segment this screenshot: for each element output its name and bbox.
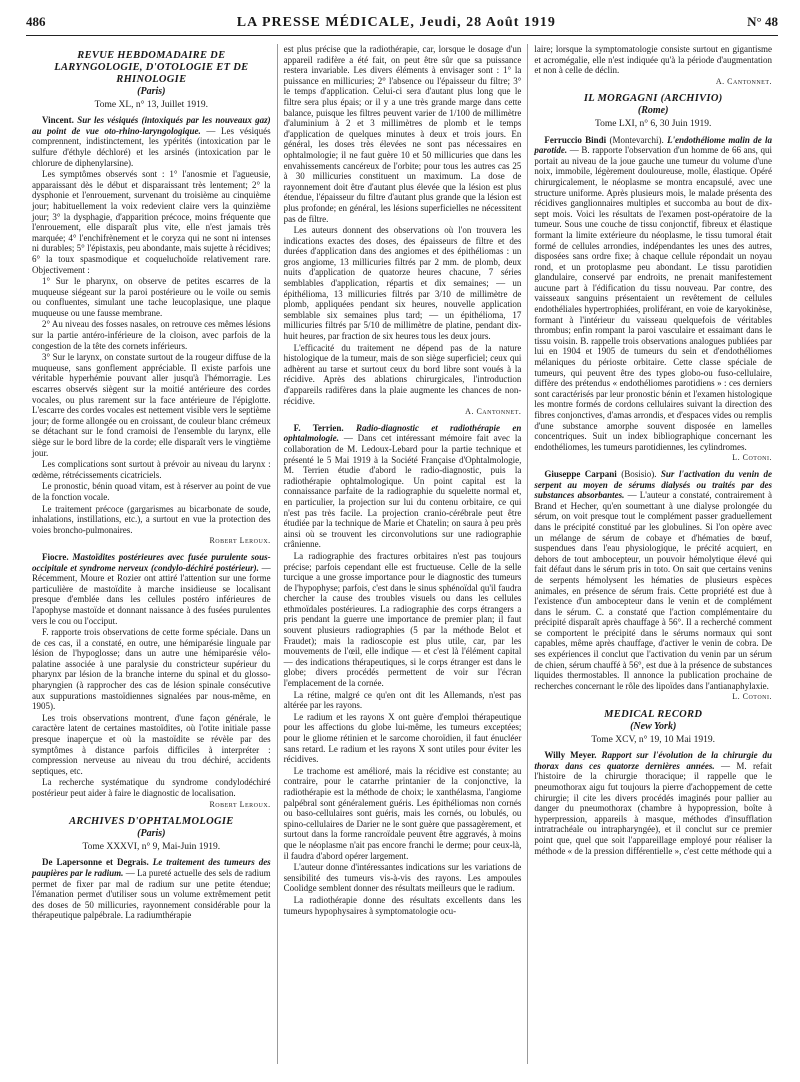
column-left xyxy=(26,44,277,1064)
article-terrien xyxy=(284,423,522,916)
section-city: (Rome) xyxy=(637,105,669,117)
section-title: ARCHIVES D'OPHTALMOLOGIE xyxy=(69,816,234,828)
section-city: (New York) xyxy=(630,721,677,733)
article-place: (Montevarchi). xyxy=(609,134,664,145)
article-paragraph: F. rapporte trois observations de cette forme spéciale. Dans un de ces cas, il a constaté, en outre, une hémiparésie linguale par lésion de l'hypoglosse; dans un autre une hémiparésie vélo-palatine associée à une paralysie du constricteur supérieur du pharynx par lésion de la branche interne du spinal et du glosso-pharyngien (à rapprocher des cas de lésion spinale consécutive aux suppurations mastoïdiennes signalées par nous-même, en 1905). xyxy=(32,627,271,712)
article-title: Sur l'activation du venin de serpent au moyen de sérums dialysés ou traités par des substances absorbantes. xyxy=(534,468,773,501)
article-title: Sur les vésiqués (intoxiqués par les nouveaux gaz) au point de vue oto-rhino-laryngologique. xyxy=(32,115,271,136)
section-title: MEDICAL RECORD xyxy=(604,709,703,721)
article-paragraph: L'efficacité du traitement ne dépend pas de la nature histologique de la tumeur, mais de son siège superficiel; ceux qui adhèrent au tarse et surtout ceux du bord libre sont voués à la récidive. Après des ablations chirurgicales, l'introduction d'appareils radifères dans la plaie augmente les chances de non-récidive. xyxy=(283,342,522,406)
article-paragraph: Le pronostic, bénin quoad vitam, est à réserver au point de vue de la fonction vocale. xyxy=(32,481,271,502)
columns xyxy=(26,44,778,1064)
article-paragraph: Le radium et les rayons X ont guère d'emploi thérapeutique pour les affections du globe lui-même, les tumeurs exceptées; pour le gliome rétinien et le sarcome choroïdien, il faut énucléer sans retard. Le radium et les rayons X sont utiles pour éviter les récidives. xyxy=(283,711,522,765)
article-paragraph: Le trachome est amélioré, mais la récidive est constante; au contraire, pour le catarrhe printanier de la conjonctive, la radiothérapie est la méthode de choix; le xanthélasma, l'angiome palpébral sont généralement guéris. Les épithéliomas non cornés ou baso-cellulaires sont guéris, mais les cornés, ou lobulés, ou spino-cellulaires de Darier ne le sont guère que passagèrement, et surtout dans la forme rancroïdale peuvent être aggravés, à moins que le néoplasme n'ait pas encore franchi le derme; pour ceux-là, il faudra d'abord opérer largement. xyxy=(283,765,522,861)
article-paragraph: Les auteurs donnent des observations où l'on trouvera les indications exactes des doses, des épaisseurs de filtre et des durées d'application dans des angiomes et des épithéliomas : un gros angiome, 13 millicuries filtrés par 2 mm. de plomb, deux nuits d'application de quatorze heures chacune, 7 séries semblables d'application, répartis et dix semaines; — un épithélioma, 13 millicuries filtrés par 3/10 de millimètre de plomb, appliquées pendant six heures, nouvelle application semblable six semaines plus tard; — un épithélioma, 17 millicuries filtrés par 5/10 de millimètre de platine, pendant dix-huit heures, par fraction de six heures tous les deux jours. xyxy=(283,225,522,342)
article-lapersonne xyxy=(32,857,271,921)
article-signature: A. Cantonnet. xyxy=(715,76,773,86)
section-tome: Tome XL, n° 13, Juillet 1919. xyxy=(94,99,209,110)
article-signature: Robert Leroux. xyxy=(209,536,271,546)
article-meyer xyxy=(534,750,772,856)
article-author: Ferruccio Bindi xyxy=(544,134,607,145)
article-text: — Récemment, Moure et Rozier ont attiré l'attention sur une forme particulière de mastoïdite à marche insidieuse se localisant presque d'emblée dans les cellules postéro inférieures de l'apophyse mastoïde et donnant naissance à des fusées purulentes vers le cou ou l'occiput. xyxy=(32,562,271,626)
article-fiocre xyxy=(32,552,271,810)
article-text: — B. rapporte l'observation d'un homme de 66 ans, qui portait au niveau de la joue gauche une tumeur du volume d'une noix, immobile, légèrement douloureuse, molle, élastique. Opéré chirurgicalement, le néoplasme se montra encapsulé, avec une structure uniforme. Après plusieurs mois, le malade présenta des récidives ganglionnaires multiples et succomba au bout de dix-sept mois. Voici les résultats de l'examen post-opératoire de la tumeur. Sous une couche de tissu conjonctif, fibreux et élastique formant la limite extérieure du néoplasme, le tissu tumoral était formé de cellules arrondies, indépendantes les unes des autres, disposées sans ordre fixe; à chaque cellule répondait un noyau rond, et un protoplasme peu abondant. Le tissu parotidien glandulaire, conservé par endroits, ne prenait manifestement aucune part à l'édification du tissu nouveau. Par contre, des vaisseaux sanguins présentaient un revêtement de cellules endothéliales hypertrophiées, proliférant, en voie de karyokinèse, formant à l'intérieur du vaisseau quelquefois de véritables thrombus; enfin rompant la paroi vasculaire et essaimant dans le tissu voisin. B. rappelle trois observations analogues publiées par lui en 1904 et 1905 de tumeurs du sein et d'endothéliomes mélaniques du périoste orbitaire. Cette classe spéciale de tumeurs, qui peuvent être des types globo-ou fuso-cellulaire, diffère des prétendus « endothéliomes parotidiens » : ces derniers sont caractérisés par leur pronostic bénin et l'examen histologique les montre formés de cordons cellulaires suivant la direction des fibres conjonctives, d'amas arrondis, et d'espaces vides ou remplis d'une substance amorphe souvent disposée en lamelles concentriques. Suit un index bibliographique concernant les endothéliomes, les tumeurs parotidiennes, les cylindromes. xyxy=(534,145,773,452)
article-paragraph: La recherche systématique du syndrome condylodéchiré postérieur peut aider à faire le diagnostic de localisation. xyxy=(32,777,271,798)
section-tome: Tome XXXVI, n° 9, Mai-Juin 1919. xyxy=(82,841,221,852)
article-text: — M. refait l'histoire de la chirurgie thoracique; il rappelle que le pneumothorax aigu fut toujours la pierre d'achoppement de cette chirurgie; il cite les divers procédés imaginés pour pallier au danger du pneumothorax (chambre à hypopression, boîte à hyperpression, appareils à masque, méthodes d'insufflation intratrachéale ou intrapharyngée), et il conclut sur ce premier point que, quel que soit l'appareillage employé pour réaliser la méthode « de la pression différentielle », c'est cette méthode qui a xyxy=(534,760,773,856)
article-paragraph: Le traitement précoce (gargarismes au bicarbonate de soude, inhalations, instillations, etc.), a surtout en vue la protection des voies broncho-pulmonaires. xyxy=(32,503,271,535)
article-paragraph: L'auteur donne d'intéressantes indications sur les variations de sensibilité des tumeurs vis-à-vis des rayons. Les ampoules Coolidge semblent donner des résultats meilleurs que le radium. xyxy=(283,862,522,894)
article-signature: Robert Leroux. xyxy=(209,799,271,809)
article-text: — Dans cet intéressant mémoire fait avec la collaboration de M. Ledoux-Lebard pour la partie technique et présenté le 5 Mai 1919 à la Société Française d'Ophtalmologie, M. Terrien étudie d'abord le radio-diagnostic, puis la radiothérapie ophtalmologique. Un point capital est la connaissance parfaite de la radiographie du squelette normal et, en particulier, la projection sur lui du contenu orbitaire, ce qui n'est pas très facile. La projection cranio-cérébrale peut être étudiée par la technique de Marie et Chatelin; on saura à peu près ainsi où se trouvent les circonvolutions sur une radiographie crânienne. xyxy=(283,433,522,550)
journal-title: LA PRESSE MÉDICALE, Jeudi, 28 Août 1919 xyxy=(236,15,556,30)
column-middle xyxy=(277,44,528,1064)
section-tome: Tome LXI, n° 6, 30 Juin 1919. xyxy=(595,118,712,129)
article-author: De Lapersonne et Degrais. xyxy=(42,857,149,868)
article-title: Le traitement des tumeurs des paupières par le radium. xyxy=(32,857,271,878)
section-city: (Paris) xyxy=(137,86,166,97)
article-paragraph: 2° Au niveau des fosses nasales, on retrouve ces mêmes lésions sur la partie antéro-inférieure de la cloison, avec parfois de la congestion de la tête des cornets inférieurs. xyxy=(32,319,271,351)
article-paragraph: 1° Sur le pharynx, on observe de petites escarres de la muqueuse siégeant sur la paroi postérieure ou le voile ou semis ou confluentes, simulant une tache leucoplasique, une plaque muqueuse ou une fausse membrane. xyxy=(32,276,271,318)
article-signature: A. Cantonnet. xyxy=(465,407,522,417)
article-bindi xyxy=(534,135,772,464)
page-number: 486 xyxy=(26,14,46,29)
article-carpani xyxy=(534,469,772,703)
article-author: F. Terrien. xyxy=(293,422,344,433)
article-paragraph: est plus précise que la radiothérapie, car, lorsque le dosage d'un appareil radifère a été fait, on peut être sûr que sa puissance restera invariable. Les divers éléments à envisager sont : 1° la puissance en millicuries; 2° l'absence ou l'épaisseur du filtre; 3° le temps d'application. Celui-ci sera d'autant plus long que le filtre sera plus épais; or il y a une très grande marge dans cette balance, puisque les filtres peuvent varier de 1/100 de millimètre d'aluminium à 2 et 3 millimètres de plomb et le temps d'application de quelques minutes à deux et trois jours. En général, les doses très élevées ne sont pas nécessaires en ophtalmologie; il ne faut guère 10 et 50 millicuries que dans les envahissements cancéreux de l'orbite; pour tous les autres cas 25 à 30 millicuries constituent un maximum. La dose de rayonnement doit être d'autant plus élevée que la lésion est plus étendue, l'épaisseur du filtre d'autant plus grande que la lésion est plus profonde; en général, les lésions superficielles ne nécessitent pas de filtre. xyxy=(283,44,522,224)
article-author: Fiocre. xyxy=(42,551,69,562)
page-header xyxy=(26,14,778,36)
issue-number: N° 48 xyxy=(747,14,778,29)
article-paragraph: laire; lorsque la symptomatologie consiste surtout en gigantisme et acromégalie, elle n'est indiquée qu'à la période d'augmentation et non à celle de déclin. xyxy=(534,44,773,76)
article-vincent xyxy=(32,115,271,547)
article-paragraph: La radiographie des fractures orbitaires n'est pas toujours précise; parfois cependant elle est fructueuse. Celle de la selle turcique a une grosse importance pour le diagnostic des tumeurs de l'hypophyse; parfois, c'est dans le sinus sphénoïdal qu'il faudra chercher la cause des troubles visuels ou dans les cellules ethmoïdales postérieures. La radiographie des corps étrangers a pris pendant la guerre une importance de premier plan; il faut souvent plusieurs radiographies (5 par la méthode Belot et Fraudet); mais la radioscopie est plus utile, car, par les mouvements de l'œil, elle indique — et c'est là l'élément capital — des indications thérapeutiques, si le corps étranger est dans le globe; divers procédés permettent de voir sur l'écran l'emplacement de la cornée. xyxy=(283,550,522,689)
article-paragraph: Les trois observations montrent, d'une façon générale, le caractère latent de certaines mastoïdites, où l'otite initiale passe presque inaperçue et où la mastoïdite se révèle par des symptômes à distance parfois difficiles à interpréter : compression nerveuse au niveau du trou déchiré, accidents septiques, etc. xyxy=(32,712,271,776)
article-text: — Les vésiqués comprennent, indistinctement, les ypérités (intoxication par le sulfure d'éthyle déchloré) et les arsinés (intoxication par le chlorure de diphenylarsine). xyxy=(32,125,271,168)
article-signature: L. Cotoni. xyxy=(732,453,773,463)
article-title: Mastoïdites postérieures avec fusée purulente sous-occipitale et syndrome nerveux (condylo-déchiré postérieur). xyxy=(32,551,271,573)
article-title: Rapport sur l'évolution de la chirurgie du thorax dans ces quatorze dernières années. xyxy=(534,750,773,771)
article-place: (Bosisio). xyxy=(621,468,657,479)
section-title: REVUE HEBDOMADAIRE DE LARYNGOLOGIE, D'OTOLOGIE ET DE RHINOLOGIE xyxy=(54,50,249,85)
column-right xyxy=(527,44,778,1064)
article-paragraph: La radiothérapie donne des résultats excellents dans les tumeurs hypophysaires à symptomatologie ocu- xyxy=(283,894,522,916)
article-paragraph: 3° Sur le larynx, on constate surtout de la rougeur diffuse de la muqueuse, sans gonflement appréciable. Il existe parfois une véritable hyperhémie pouvant aller jusqu'à l'hémorragie. Les escarres observés siègent sur la moitié antérieure des cordes vocales, ou plus rarement sur la face antérieure de l'épiglotte. L'escarre des cordes vocales est nettement visible vers le septième jour; de forme allongée ou en croissant, de couleur blanc crémeux se détachant sur le fond cramoisi de l'ensemble du larynx, elle siège sur le bord libre de la corde; elle disparaît vers le vingtième jour. xyxy=(32,352,271,458)
article-author: Willy Meyer. xyxy=(544,750,597,761)
article-paragraph: Les complications sont surtout à prévoir au niveau du larynx : œdème, rétrécissements cicatriciels. xyxy=(32,459,271,480)
article-author: Vincent. xyxy=(42,115,74,126)
article-paragraph: Les symptômes observés sont : 1° l'anosmie et l'agueusie, apparaissant dès le début et disparaissant très lentement; 2° la dysphonie et l'enrouement, survenant du troisième au cinquième jour; habituellement la voix redevient claire vers la quinzième jour; 3° la dysphagie, d'apparition précoce, moins fréquente que l'enrouement, elle disparaît plus vite, elle n'est jamais très marquée; 4° l'enchifrènement et le coryza qui ne sont ni intenses ni durables; 5° l'épistaxis, peu abondante, mais sujette à récidives; 6° la toux spasmodique et coqueluchoïde relativement rare. Objectivement : xyxy=(32,169,271,275)
article-text: — La pureté actuelle des sels de radium permet de fixer par mal de radium sur une petite étendue; l'émanation permet d'utiliser sous un volume extrêmement petit des doses de 50 millicuries, rayonnement considérable pour la thérapeutique palpébrale. La radiumthérapie xyxy=(32,867,271,921)
article-title: L'endothéliome malin de la parotide. xyxy=(534,134,773,156)
section-city: (Paris) xyxy=(137,828,166,840)
section-tome: Tome XCV, n° 19, 10 Mai 1919. xyxy=(591,734,715,745)
article-title: Radio-diagnostic et radiothérapie en ophtalmologie. xyxy=(283,422,522,444)
article-text: — L'auteur a constaté, contrairement à Brand et Hecher, qu'en soumettant à une dialyse prolongée du sérum, on voit presque tout le complément passer graduellement dans le précipité constitué par les globulines. Si l'on opère avec un mélange de sérum de cobaye et d'hématies de bœuf, suspendues dans l'eau physiologique, le précité acquiert, en dehors de tout ambocepteur, un pouvoir hémolytique élevé qui fait défaut dans le sérum pris in toto. On sait que certains venins de serpents hémolysent les hématies de plusieurs espèces animales, en présence de sérum frais. Cette propriété est due à l'existence d'un ambocepteur dans le venin et de complément dans le sérum. C. a constaté que l'action complémentaire du précipité disparaît après chauffage à 56°. Il a recherché comment se comportent le précipité dans le sérums normaux qui sont capables, même après chauffage, d'activer le venin de cobra. De ses expériences il conclut que l'activation du venin par un sérum de chien, sérum chauffé à 56°, est due à la présence de substances liquides thermostables. Il annonce la publication prochaine de recherches concernant le rôle des lipoïdes dans l'antianaphylaxie. xyxy=(534,490,773,691)
article-signature: L. Cotoni. xyxy=(732,692,773,702)
section-title: IL MORGAGNI (ARCHIVIO) xyxy=(583,93,723,105)
article-author: Giuseppe Carpani xyxy=(544,468,617,479)
article-paragraph: La rétine, malgré ce qu'en ont dit les Allemands, n'est pas altérée par les rayons. xyxy=(283,689,522,711)
